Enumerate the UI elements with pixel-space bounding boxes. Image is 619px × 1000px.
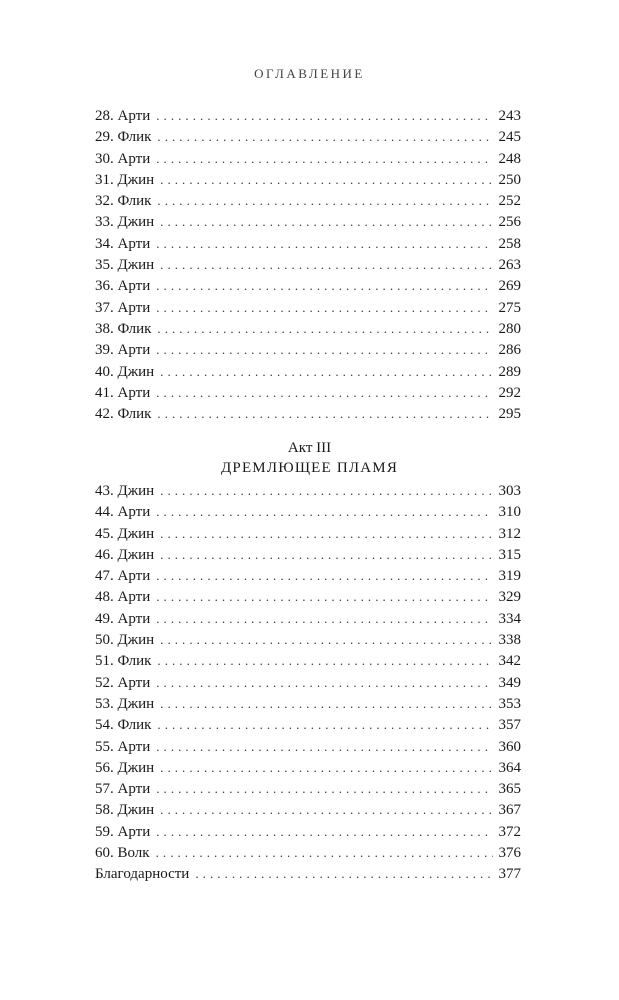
toc-entry[interactable] [95, 148, 521, 169]
toc-entry[interactable] [95, 480, 521, 501]
toc-entry-page: 303 [498, 483, 521, 499]
toc-entry[interactable] [95, 693, 521, 714]
toc-entry-page: 364 [498, 759, 521, 776]
toc-entry[interactable] [95, 821, 521, 842]
toc-entry-page: 256 [498, 214, 521, 231]
toc-entry-page: 248 [498, 150, 521, 167]
toc-dot-leader [156, 672, 492, 693]
toc-dot-leader [156, 608, 492, 629]
toc-dot-leader [156, 842, 493, 863]
toc-entry-page: 312 [498, 525, 521, 542]
toc-entry-label: 41. Арти [95, 384, 151, 401]
toc-entry[interactable] [95, 501, 521, 522]
toc-entry-page: 258 [498, 235, 521, 252]
toc-entry-label: Благодарности [95, 866, 190, 883]
toc-entry-label: 47. Арти [95, 568, 151, 585]
toc-dot-leader [160, 480, 492, 501]
toc-dot-leader [156, 778, 492, 799]
toc-entry[interactable] [95, 126, 521, 147]
toc-entry[interactable] [95, 233, 521, 254]
toc-entry-label: 46. Джин [95, 546, 155, 563]
toc-entry-label: 34. Арти [95, 235, 151, 252]
toc-dot-leader [157, 126, 492, 147]
toc-dot-leader [156, 275, 492, 296]
toc-entry[interactable] [95, 211, 521, 232]
toc-entry-page: 252 [498, 193, 521, 210]
toc-entry[interactable] [95, 190, 521, 211]
toc-entry[interactable] [95, 361, 521, 382]
toc-entry[interactable] [95, 629, 521, 650]
toc-dot-leader [160, 254, 492, 275]
toc-entry[interactable] [95, 863, 521, 884]
toc-entry-label: 58. Джин [95, 802, 155, 819]
toc-entry[interactable] [95, 169, 521, 190]
toc-entry-label: 45. Джин [95, 525, 155, 542]
act-title: ДРЕМЛЮЩЕЕ ПЛАМЯ [220, 460, 399, 476]
toc-entry-label: 54. Флик [95, 717, 152, 734]
toc-entry[interactable] [95, 714, 521, 735]
toc-list-act3 [95, 480, 521, 885]
toc-entry-page: 289 [498, 363, 521, 380]
toc-entry-label: 55. Арти [95, 738, 151, 755]
toc-entry-page: 292 [498, 384, 521, 401]
toc-entry[interactable] [95, 297, 521, 318]
toc-entry[interactable] [95, 318, 521, 339]
toc-dot-leader [156, 382, 492, 403]
toc-dot-leader [160, 544, 492, 565]
toc-entry-page: 338 [498, 632, 521, 649]
toc-entry[interactable] [95, 275, 521, 296]
toc-entry[interactable] [95, 778, 521, 799]
toc-entry-page: 275 [498, 299, 521, 316]
toc-entry[interactable] [95, 403, 521, 424]
toc-entry-page: 250 [498, 171, 521, 188]
toc-entry[interactable] [95, 757, 521, 778]
toc-entry-page: 357 [498, 717, 521, 734]
toc-entry[interactable] [95, 842, 521, 863]
toc-entry[interactable] [95, 799, 521, 820]
toc-list-act2 [95, 105, 521, 424]
toc-dot-leader [156, 105, 492, 126]
toc-entry-label: 43. Джин [95, 483, 155, 499]
toc-dot-leader [157, 650, 492, 671]
toc-entry-label: 37. Арти [95, 299, 151, 316]
toc-entry-label: 29. Флик [95, 129, 152, 146]
toc-entry-label: 33. Джин [95, 214, 155, 231]
toc-dot-leader [160, 211, 492, 232]
toc-dot-leader [160, 523, 492, 544]
toc-dot-leader [160, 757, 492, 778]
toc-entry-label: 56. Джин [95, 759, 155, 776]
toc-entry-label: 40. Джин [95, 363, 155, 380]
toc-entry[interactable] [95, 586, 521, 607]
toc-entry-label: 48. Арти [95, 589, 151, 606]
toc-entry-page: 342 [498, 653, 521, 670]
toc-dot-leader [157, 714, 492, 735]
toc-entry-page: 295 [498, 406, 521, 423]
toc-entry-page: 377 [498, 866, 521, 883]
toc-entry-label: 28. Арти [95, 108, 151, 124]
toc-entry-label: 59. Арти [95, 823, 151, 840]
toc-dot-leader [160, 169, 492, 190]
toc-entry-page: 360 [498, 738, 521, 755]
toc-dot-leader [195, 863, 492, 884]
toc-dot-leader [156, 565, 492, 586]
toc-entry-page: 243 [498, 108, 521, 124]
toc-entry-label: 51. Флик [95, 653, 152, 670]
toc-entry-page: 349 [498, 674, 521, 691]
toc-entry-page: 263 [498, 257, 521, 274]
toc-entry[interactable] [95, 650, 521, 671]
toc-entry-label: 32. Флик [95, 193, 152, 210]
toc-entry-page: 319 [498, 568, 521, 585]
toc-dot-leader [160, 799, 492, 820]
toc-dot-leader [156, 339, 492, 360]
toc-entry[interactable] [95, 523, 521, 544]
toc-entry-label: 38. Флик [95, 320, 152, 337]
toc-dot-leader [156, 586, 492, 607]
toc-entry-label: 30. Арти [95, 150, 151, 167]
toc-entry[interactable] [95, 382, 521, 403]
toc-entry[interactable] [95, 254, 521, 275]
toc-entry-page: 376 [498, 845, 521, 862]
toc-entry-label: 42. Флик [95, 406, 152, 423]
toc-entry[interactable] [95, 339, 521, 360]
toc-dot-leader [157, 190, 492, 211]
toc-entry[interactable] [95, 736, 521, 757]
toc-entry-label: 36. Арти [95, 278, 151, 295]
toc-dot-leader [157, 318, 492, 339]
toc-entry-label: 35. Джин [95, 257, 155, 274]
toc-entry[interactable] [95, 608, 521, 629]
toc-dot-leader [160, 361, 492, 382]
toc-dot-leader [156, 821, 492, 842]
toc-entry-label: 60. Волк [95, 845, 150, 862]
toc-entry[interactable] [95, 544, 521, 565]
toc-dot-leader [160, 629, 492, 650]
act-label: Акт III [287, 440, 332, 456]
toc-entry-page: 334 [498, 610, 521, 627]
toc-entry-page: 372 [498, 823, 521, 840]
toc-entry-label: 53. Джин [95, 695, 155, 712]
toc-entry[interactable] [95, 672, 521, 693]
toc-entry-page: 245 [498, 129, 521, 146]
toc-entry-label: 31. Джин [95, 171, 155, 188]
page-header: ОГЛАВЛЕНИЕ [254, 66, 365, 81]
toc-entry-label: 39. Арти [95, 342, 151, 359]
toc-entry-page: 329 [498, 589, 521, 606]
toc-entry-page: 286 [498, 342, 521, 359]
toc-dot-leader [156, 148, 492, 169]
toc-entry-page: 367 [498, 802, 521, 819]
toc-dot-leader [156, 297, 492, 318]
toc-dot-leader [156, 501, 492, 522]
act-heading [0, 438, 619, 478]
toc-entry-label: 50. Джин [95, 632, 155, 649]
toc-entry-page: 310 [498, 504, 521, 521]
toc-entry-label: 49. Арти [95, 610, 151, 627]
toc-dot-leader [160, 693, 492, 714]
toc-dot-leader [156, 736, 492, 757]
toc-entry-label: 57. Арти [95, 781, 151, 798]
toc-dot-leader [156, 233, 492, 254]
toc-entry[interactable] [95, 105, 521, 126]
toc-entry[interactable] [95, 565, 521, 586]
toc-entry-page: 365 [498, 781, 521, 798]
toc-entry-page: 269 [498, 278, 521, 295]
toc-entry-page: 280 [498, 320, 521, 337]
toc-entry-label: 44. Арти [95, 504, 151, 521]
toc-entry-label: 52. Арти [95, 674, 151, 691]
toc-dot-leader [157, 403, 492, 424]
toc-entry-page: 315 [498, 546, 521, 563]
toc-entry-page: 353 [498, 695, 521, 712]
